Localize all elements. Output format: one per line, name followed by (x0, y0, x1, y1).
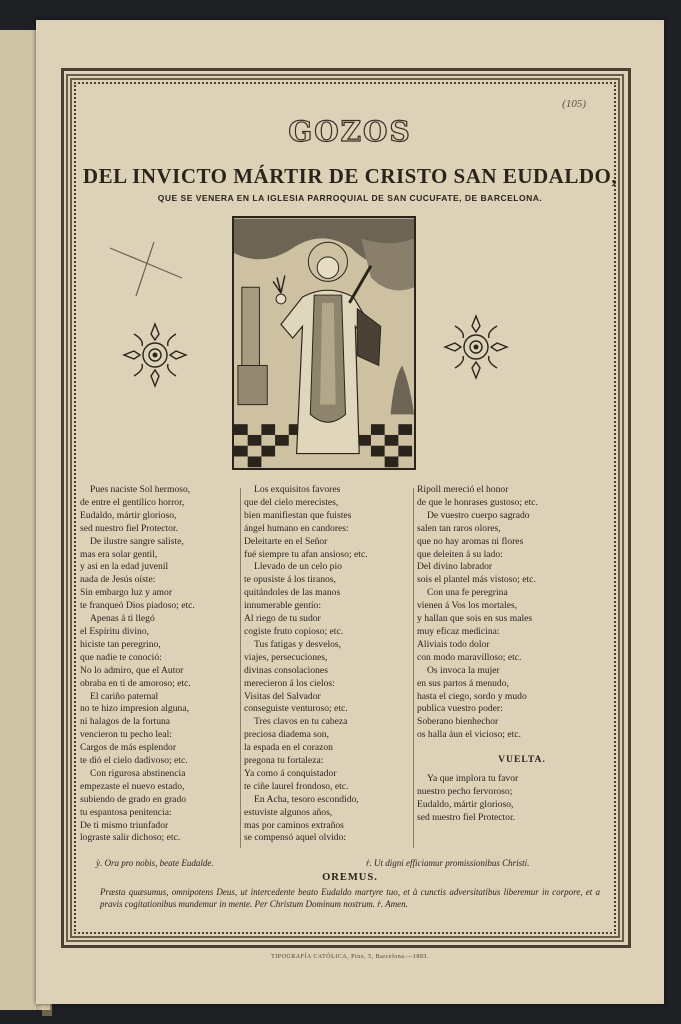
verse-line: Ya como á conquistador (244, 767, 337, 779)
verse-line: estuviste algunos años, (244, 806, 333, 818)
oremus-prayer: Præsta quæsumus, omnipotens Deus, ut intercedente beato Eudaldo martyre tuo, et à cunctis adversitatibus liberemur in corpore, et a pravis cogitationibus mundemur in mente. Per Christum Dominum nostrum. ṙ. Amen. (100, 887, 600, 909)
verse-line: tu espantosa penitencia: (80, 806, 172, 818)
verse-line: De ilustre sangre saliste, (90, 535, 184, 547)
verse-line: Llevado de un celo pio (254, 561, 342, 573)
verse-line: preciosa diadema son, (244, 729, 329, 741)
verse-line: quitándoles de las manos (244, 587, 341, 599)
saint-engraving (232, 216, 416, 470)
verse-line: Soberano bienhechor (417, 716, 499, 728)
pencil-annotation: (105) (562, 98, 586, 110)
verse-line: nuestro pecho fervoroso; (417, 785, 513, 797)
verse-line: muy eficaz medicina: (417, 625, 500, 637)
verse-line: Visitas del Salvador (244, 690, 321, 702)
verse-line: obraba en ti de amoroso; etc. (80, 677, 191, 689)
verse-line: innumerable gentío: (244, 600, 321, 612)
section-heading: VUELTA. (498, 754, 546, 766)
verse-line: bien manifiestan que fuistes (244, 509, 352, 521)
verse-line: de que le honrases gustoso; etc. (417, 496, 538, 508)
verse-line: Sin embargo luz y amor (80, 587, 173, 599)
verse-line: Aliviais todo dolor (417, 638, 490, 650)
verse-line: te dió el cielo dadivoso; etc. (80, 755, 188, 767)
verse-line: sois el plantel más vistoso; etc. (417, 574, 536, 586)
verse-line: Eudaldo, mártir glorioso, (80, 509, 177, 521)
verse-line: te opusiste á los tiranos, (244, 574, 336, 586)
verse-line: fué siempre tu afan ansioso; etc. (244, 548, 368, 560)
verse-line: no te hizo impresion alguna, (80, 703, 189, 715)
pencil-cross-mark (106, 238, 186, 298)
verse-line: con modo maravilloso; etc. (417, 651, 522, 663)
verse-line: mas por caminos extraños (244, 819, 344, 831)
verse-line: y así en la edad juvenil (80, 561, 169, 573)
verse-line: nada de Jesús oíste: (80, 574, 156, 586)
verse-line: Pues naciste Sol hermoso, (90, 484, 191, 495)
verse-line: Apenas á ti llegó (90, 613, 155, 625)
verse-line: mas era solar gentil, (80, 548, 158, 560)
column-divider (240, 488, 241, 848)
verse-line: subiendo de grado en grado (80, 793, 187, 805)
page-title: GOZOS (288, 115, 412, 148)
response: ṙ. Ut digni efficiamur promissionibus Christi. (366, 858, 530, 868)
verse-line: vencieron tu pecho leal: (80, 729, 172, 741)
verse-line: Deleitarte en el Señor (244, 535, 328, 547)
verse-line: lograste salir dichoso; etc. (80, 832, 181, 844)
verse-line: hiciste tan peregrino, (80, 638, 161, 650)
verse-line: que del cielo merecistes, (244, 496, 339, 508)
verse-line: pregona tu fortaleza: (244, 755, 324, 767)
document-page (36, 20, 664, 1004)
verse-line: merecieron á los cielos: (244, 677, 335, 689)
verse-line: divinas consolaciones (244, 664, 328, 676)
verse-line: sed nuestro fiel Protector. (417, 811, 516, 823)
verse-line: Al riego de tu sudor (244, 613, 321, 625)
verse-line: Ripoll mereció el honor (417, 484, 509, 495)
verse-line: De ti mismo triunfador (80, 819, 169, 831)
verse-line: que no hay aromas ni flores (417, 535, 524, 547)
verse-line: vienen á Vos los mortales, (417, 600, 518, 612)
verse-line: En Acha, tesoro escondido, (254, 793, 359, 805)
verse-line: y hallan que sois en sus males (417, 613, 533, 625)
verse-line: hasta el ciego, sordo y mudo (417, 690, 527, 702)
hymn-column-3 (417, 484, 627, 825)
verse-line: publica vuestro poder: (417, 703, 503, 715)
verse-line: Tus fatigas y desvelos, (254, 638, 342, 650)
verse-line: Eudaldo, mártir glorioso, (417, 798, 514, 810)
verse-line: que deleiten á su lado: (417, 548, 503, 560)
verse-line: cogiste fruto copioso; etc. (244, 625, 344, 637)
verse-line: os halla áun el vicioso; etc. (417, 729, 521, 741)
verse-line: empezaste el nuevo estado, (80, 780, 185, 792)
verse-line: te ciñe laurel frondoso, etc. (244, 780, 349, 792)
page-subtitle-2: QUE SE VENERA EN LA IGLESIA PARROQUIAL DE SAN CUCUFATE, DE BARCELONA. (157, 193, 543, 203)
verse-line: en sus partos á menudo, (417, 677, 509, 689)
versicle: ỳ. Ora pro nobis, beate Eudalde. (96, 858, 214, 868)
verse-line: Tres clavos en tu cabeza (254, 716, 348, 728)
verse-line: Ya que implora tu favor (427, 773, 519, 785)
verse-line (417, 742, 627, 750)
left-ornament-icon (120, 320, 190, 390)
column-divider (413, 488, 414, 848)
verse-line: salen tan raros olores, (417, 522, 501, 534)
verse-line: Los exquisitos favores (254, 484, 341, 495)
verse-line: El cariño paternal (90, 690, 159, 702)
verse-line: ángel humano en candores: (244, 522, 349, 534)
verse-line: de entre el gentílico horror, (80, 496, 185, 508)
verse-line: Os invoca la mujer (427, 664, 500, 676)
verse-line: No lo admiro, que el Autor (80, 664, 184, 676)
verse-line: te franqueó Dios piadoso; etc. (80, 600, 195, 612)
verse-line: viajes, persecuciones, (244, 651, 328, 663)
printer-imprint: TIPOGRAFÍA CATÓLICA, Pino, 5, Barcelona.—1883. (271, 954, 429, 960)
verse-line: se compensó aquel olvido: (244, 832, 347, 844)
hymn-column-2 (244, 484, 412, 845)
oremus-heading: OREMUS. (322, 872, 378, 883)
verse-line: sed nuestro fiel Protector. (80, 522, 179, 534)
verse-line: que nadie te conoció: (80, 651, 162, 663)
verse-line: la espada en el corazon (244, 742, 333, 754)
right-ornament-icon (441, 312, 511, 382)
verse-line: Con rigurosa abstinencia (90, 767, 186, 779)
hymn-column-1 (80, 484, 240, 845)
verse-line: el Espíritu divino, (80, 625, 150, 637)
page-subtitle: DEL INVICTO MÁRTIR DE CRISTO SAN EUDALDO, (82, 164, 618, 188)
verse-line: Cargos de más esplendor (80, 742, 177, 754)
verse-line: De vuestro cuerpo sagrado (427, 509, 530, 521)
verse-line: Del divino labrador (417, 561, 493, 573)
hymn-columns (80, 484, 630, 864)
verse-line: ni halagos de la fortuna (80, 716, 171, 728)
verse-line: conseguiste venturoso; etc. (244, 703, 348, 715)
verse-line: Con una fe peregrina (427, 587, 508, 599)
